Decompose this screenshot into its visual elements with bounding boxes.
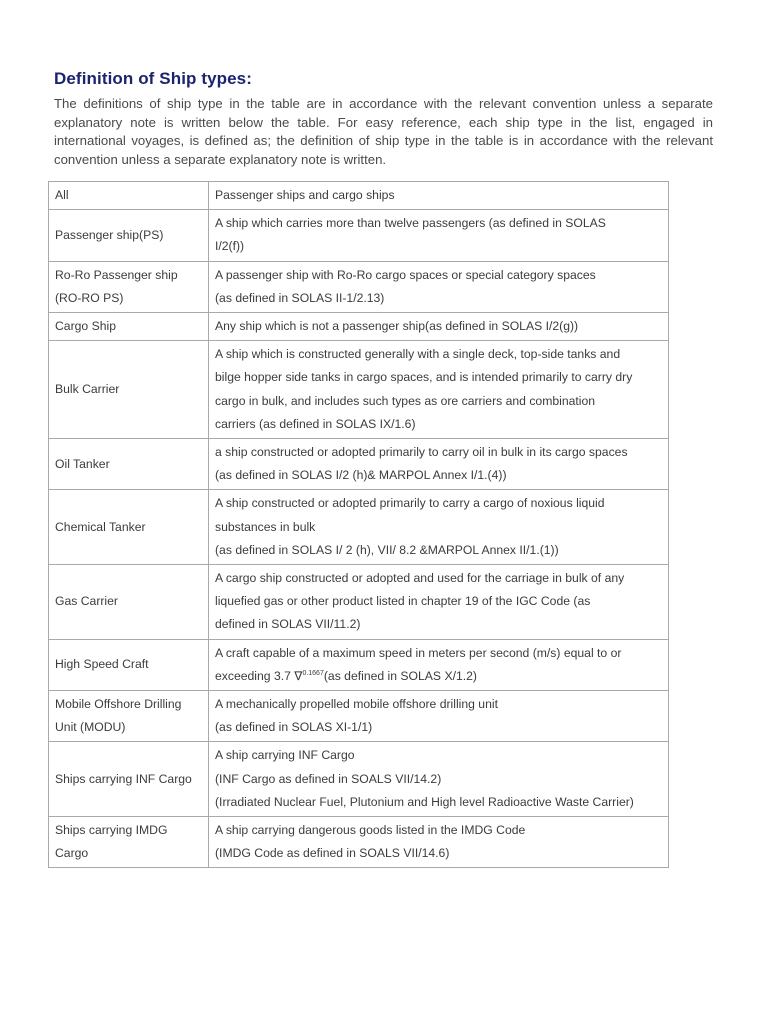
table-row [49,639,669,690]
ship-type-name: Passenger ship(PS) [49,210,209,261]
ship-type-name: Gas Carrier [49,565,209,640]
intro-paragraph: The definitions of ship type in the table are in accordance with the relevant convention unless a separate explanatory note is written below the table. For easy reference, each ship type in the list, engaged in international voyages, is defined as; the definition of ship type in the table is in accordance with the relevant convention unless a separate explanatory note is written. [54,96,713,167]
ship-types-table [48,181,669,868]
ship-type-name: Ships carrying IMDG Cargo [49,817,209,868]
ship-type-definition: A ship which is constructed generally with a single deck, top-side tanks and bilge hopper side tanks in cargo spaces, and is intended primarily to carry dry cargo in bulk, and includes such types as ore carriers and combination carriers (as defined in SOLAS IX/1.6) [209,341,669,439]
ship-type-definition: Passenger ships and cargo ships [209,182,669,210]
ship-type-name: High Speed Craft [49,639,209,690]
table-row [49,439,669,490]
exponent: 0.1667 [302,669,324,677]
page-title: Definition of Ship types: [54,69,252,88]
table-row [49,817,669,868]
table-row [49,742,669,817]
ship-type-name: Oil Tanker [49,439,209,490]
table-row [49,341,669,439]
table-row [49,182,669,210]
ship-type-name: All [49,182,209,210]
ship-type-definition: A passenger ship with Ro-Ro cargo spaces or special category spaces (as defined in SOLAS II-1/2.13) [209,261,669,312]
table-row [49,490,669,565]
table-row [49,691,669,742]
ship-type-name: Ro-Ro Passenger ship (RO-RO PS) [49,261,209,312]
ship-type-definition: A mechanically propelled mobile offshore drilling unit (as defined in SOLAS XI-1/1) [209,691,669,742]
ship-type-name: Ships carrying INF Cargo [49,742,209,817]
ship-type-definition: A ship which carries more than twelve passengers (as defined in SOLAS I/2(f)) [209,210,669,261]
ship-type-name: Chemical Tanker [49,490,209,565]
table-row [49,565,669,640]
table-row [49,210,669,261]
ship-type-definition: A ship carrying dangerous goods listed in the IMDG Code (IMDG Code as defined in SOALS VII/14.6) [209,817,669,868]
ship-type-definition: A ship carrying INF Cargo (INF Cargo as defined in SOALS VII/14.2) (Irradiated Nuclear Fuel, Plutonium and High level Radioactive Waste Carrier) [209,742,669,817]
table-row [49,261,669,312]
ship-type-definition: Any ship which is not a passenger ship(as defined in SOLAS I/2(g)) [209,313,669,341]
table-row [49,313,669,341]
ship-type-name: Cargo Ship [49,313,209,341]
ship-type-definition: A cargo ship constructed or adopted and used for the carriage in bulk of any liquefied gas or other product listed in chapter 19 of the IGC Code (as defined in SOLAS VII/11.2) [209,565,669,640]
ship-type-name: Bulk Carrier [49,341,209,439]
ship-type-definition: A craft capable of a maximum speed in meters per second (m/s) equal to or exceeding 3.7 ∇$^{0.1667}$(as defined in SOLAS X/1.2) [209,639,669,690]
ship-type-definition: A ship constructed or adopted primarily to carry a cargo of noxious liquid substances in bulk (as defined in SOLAS I/ 2 (h), VII/ 8.2 &MARPOL Annex II/1.(1)) [209,490,669,565]
ship-type-name: Mobile Offshore Drilling Unit (MODU) [49,691,209,742]
ship-type-definition: a ship constructed or adopted primarily to carry oil in bulk in its cargo spaces (as defined in SOLAS I/2 (h)& MARPOL Annex I/1.(4)) [209,439,669,490]
